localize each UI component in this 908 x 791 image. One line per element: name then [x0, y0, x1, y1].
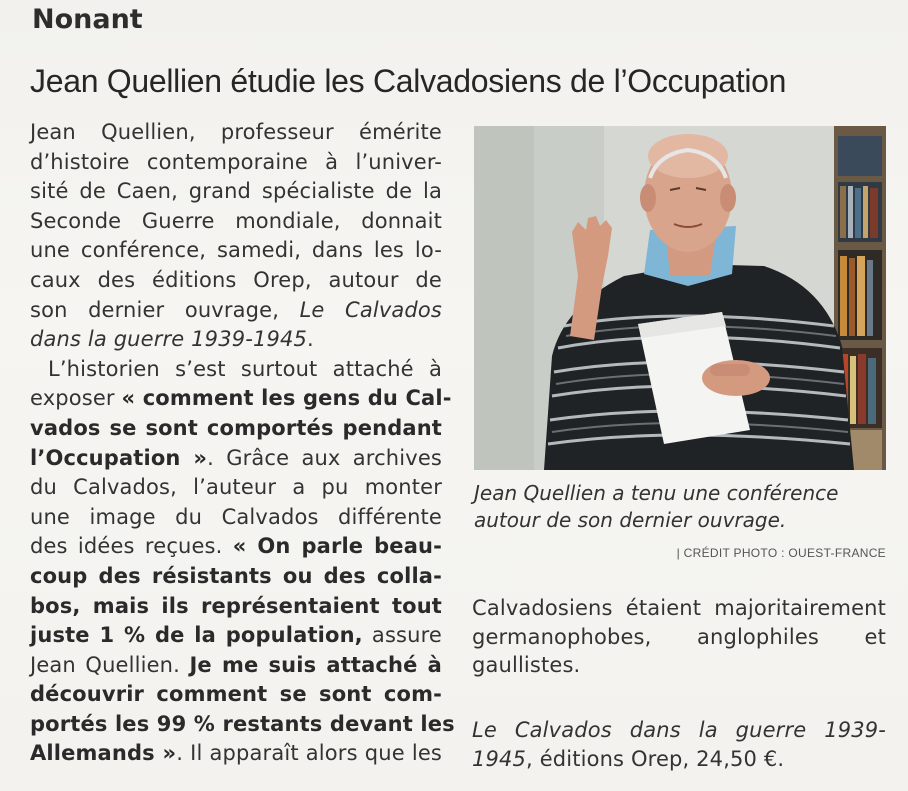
- body-line: [30, 266, 442, 296]
- body-text-segment: Seconde Guerre mondiale, donnait: [30, 208, 442, 233]
- body-line: [30, 207, 442, 237]
- book-title-line: Le Calvados dans la guerre 1939-: [472, 718, 886, 742]
- body-line: [30, 177, 442, 207]
- body-text-segment: juste 1 % de la population,: [30, 623, 363, 648]
- body-text-segment: . Grâce aux archives: [207, 445, 442, 470]
- body-line: [30, 503, 442, 533]
- body-text-segment: Je me suis attaché à: [189, 652, 442, 677]
- body-text-segment: d’histoire contemporaine à l’univer-: [30, 149, 442, 174]
- body-text-segment: coup des résistants ou des colla-: [30, 563, 442, 588]
- book-publisher-price: , éditions Orep, 24,50 €.: [526, 747, 785, 771]
- body-text-segment: « comment les gens du Cal-: [121, 386, 452, 411]
- body-line: [30, 414, 442, 444]
- body-text-segment: . Il apparaît alors que les: [176, 741, 442, 766]
- body-text-segment: une conférence, samedi, dans les lo-: [30, 238, 442, 263]
- article-body-right-column: [472, 594, 886, 680]
- body-text-segment: L’historien s’est surtout attaché à: [48, 356, 442, 381]
- body-line: [30, 532, 442, 562]
- body-line: [30, 562, 442, 592]
- body-text-segment: l’Occupation »: [30, 445, 208, 470]
- body-text-segment: Jean Quellien.: [30, 652, 190, 677]
- body-text-segment: portés les 99 % restants devant les: [30, 711, 455, 736]
- body-text-segment: « On parle beau-: [232, 534, 442, 559]
- body-text-segment: vados se sont comportés pendant: [30, 415, 442, 440]
- book-title-year: 1945: [472, 747, 527, 771]
- photo-caption: [474, 480, 886, 534]
- caption-line: Jean Quellien a tenu une conférence: [474, 481, 839, 505]
- body-line: [30, 236, 442, 266]
- body-text-segment: Allemands »: [30, 741, 177, 766]
- article-body-left-column: [30, 118, 455, 769]
- body-line: gaullistes.: [472, 653, 581, 677]
- body-text-segment: son dernier ouvrage,: [30, 297, 300, 322]
- body-line: [30, 680, 442, 710]
- body-text-segment: une image du Calvados différente: [30, 504, 442, 529]
- body-text-segment: sité de Caen, grand spécialiste de la: [30, 179, 442, 204]
- body-line: [30, 444, 442, 474]
- body-line: [30, 739, 442, 769]
- body-line: [30, 651, 442, 681]
- body-text-segment: dans la guerre 1939-1945: [30, 327, 307, 352]
- section-rubric: Nonant: [32, 4, 143, 35]
- body-text-segment: découvrir comment se sont com-: [30, 682, 442, 707]
- body-text-segment: exposer: [30, 386, 122, 411]
- body-line: [30, 384, 452, 414]
- body-text-segment: assure: [362, 623, 442, 648]
- body-line: germanophobes, anglophiles et: [472, 624, 886, 649]
- body-text-segment: caux des éditions Orep, autour de: [30, 267, 442, 292]
- book-reference: [472, 716, 886, 774]
- body-line: [30, 710, 455, 740]
- body-line: [30, 473, 442, 503]
- body-text-segment: Le Calvados: [299, 297, 442, 322]
- body-text-segment: Jean Quellien, professeur émérite: [30, 120, 442, 144]
- caption-line: autour de son dernier ouvrage.: [474, 508, 787, 532]
- book-details-line: [472, 745, 886, 774]
- body-line: [30, 118, 442, 148]
- article-photo: [474, 126, 886, 470]
- body-text-segment: des idées reçues.: [30, 534, 233, 559]
- body-line: Calvadosiens étaient majoritairement: [472, 596, 886, 620]
- article-headline: Jean Quellien étudie les Calvadosiens de l’Occupation: [30, 63, 787, 99]
- body-line: [30, 148, 442, 178]
- photo-credit: | CRÉDIT PHOTO : OUEST-FRANCE: [676, 546, 886, 560]
- body-text-segment: du Calvados, l’auteur a pu monter: [30, 475, 442, 500]
- body-line: [30, 621, 442, 651]
- body-text-segment: bos, mais ils représentaient tout: [30, 593, 442, 618]
- body-line: [30, 592, 442, 622]
- body-line: [30, 296, 442, 326]
- body-text-segment: .: [307, 327, 314, 352]
- body-line: [30, 355, 442, 385]
- body-line: [30, 325, 442, 355]
